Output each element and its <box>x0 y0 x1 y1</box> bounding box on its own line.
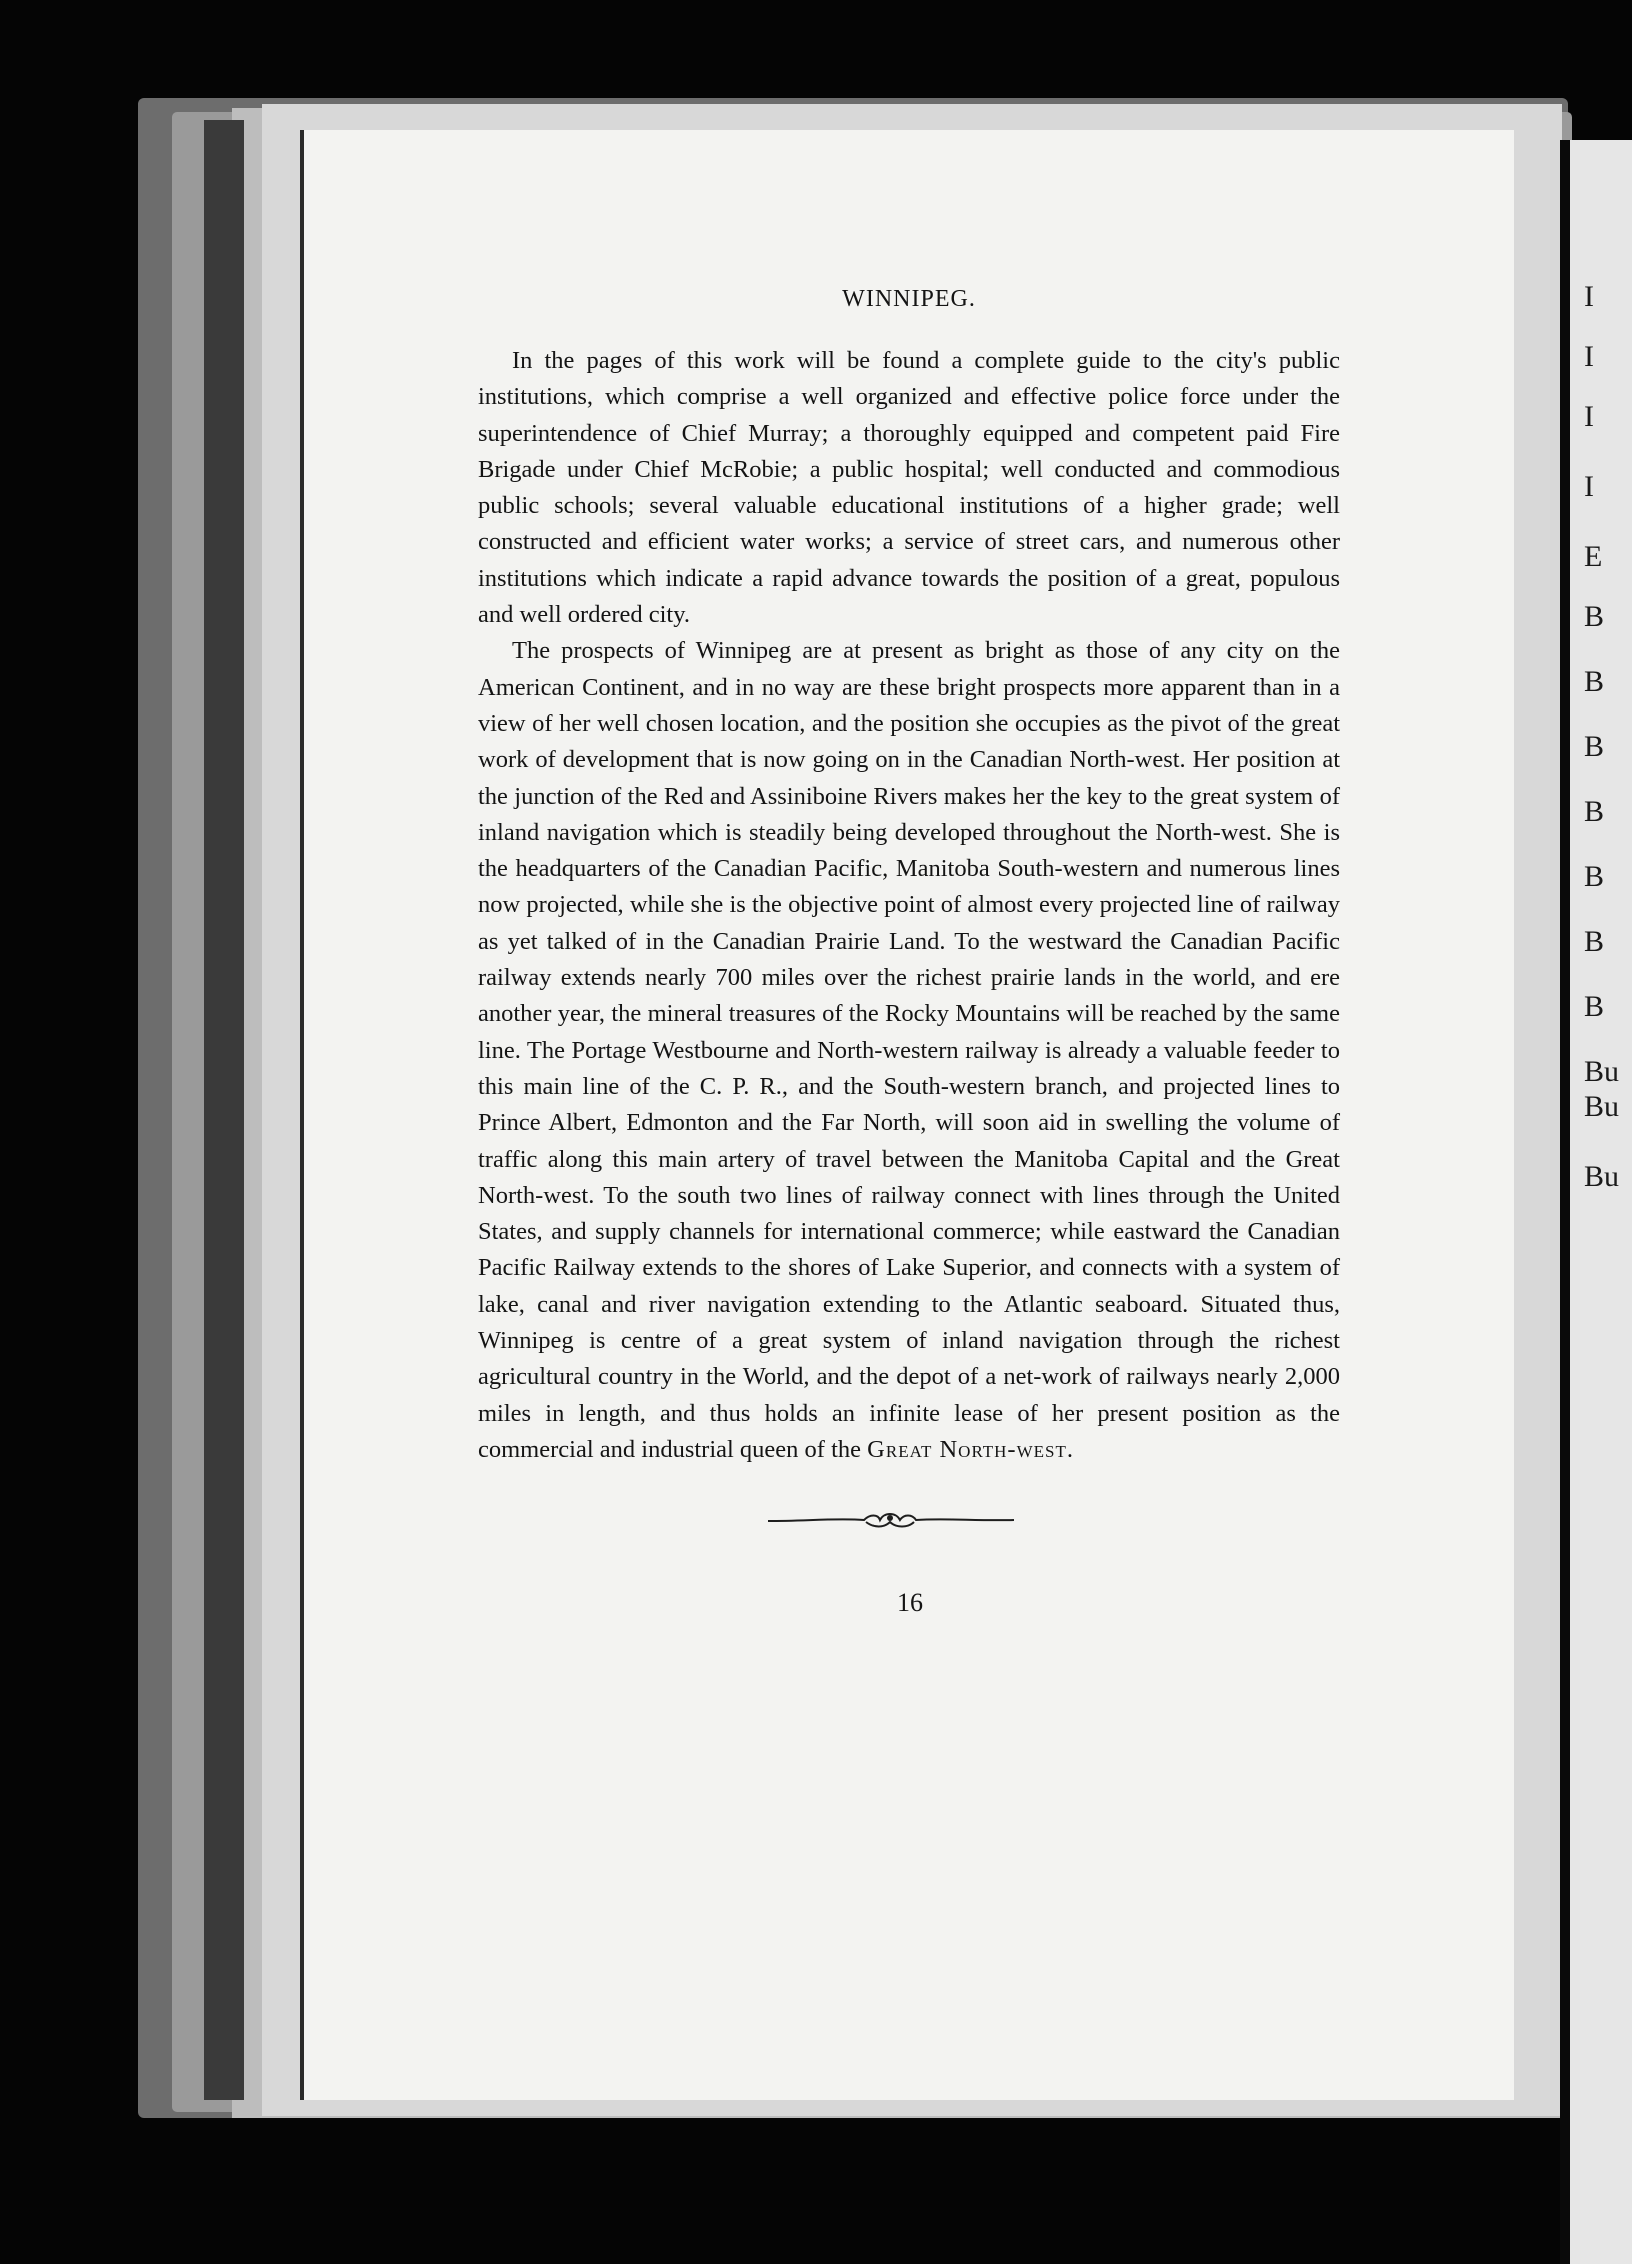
facing-page-letter: B <box>1584 600 1605 633</box>
facing-page-letter: E <box>1584 540 1603 573</box>
spine-shadow <box>204 120 244 2100</box>
facing-page-letter: I <box>1584 340 1594 373</box>
facing-page-letter: B <box>1584 990 1605 1023</box>
page-heading: WINNIPEG. <box>842 286 976 312</box>
facing-page-letter: I <box>1584 470 1594 503</box>
facing-page-letter: I <box>1584 280 1594 313</box>
page-text-block <box>478 286 1340 1468</box>
facing-page-letter: I <box>1584 400 1594 433</box>
ornament-flourish-icon <box>766 1508 1016 1532</box>
facing-page-letter: B <box>1584 925 1605 958</box>
page-number: 16 <box>897 1588 923 1617</box>
facing-page-letter: B <box>1584 730 1605 763</box>
paragraph-prospects <box>478 633 1340 1468</box>
facing-page-letter: B <box>1584 795 1605 828</box>
facing-page-letter: B <box>1584 860 1605 893</box>
facing-page-letter: Bu <box>1584 1055 1620 1088</box>
facing-page-letter: B <box>1584 665 1605 698</box>
closing-small-caps: Great North-west. <box>867 1435 1074 1463</box>
facing-page-letter: Bu <box>1584 1160 1620 1193</box>
paragraph-institutions: In the pages of this work will be found a complete guide to the city's public institutions, which comprise a well organized and effective police force under the superintendence of Chief Murray; a thoroughly equipped and competent paid Fire Brigade under Chief McRobie; a public hospital; well conducted and commodious public schools; several valuable educational institutions of a higher grade; well constructed and efficient water works; a service of street cars, and numerous other institutions which indicate a rapid advance towards the position of a great, populous and well ordered city. <box>478 347 1340 629</box>
facing-page-edge <box>1560 140 1632 2264</box>
paragraph-prospects-text: The prospects of Winnipeg are at present as bright as those of any city on the American Continent, and in no way are these bright prospects more apparent than in a view of her well chosen location, and the position she occupies as the pivot of the great work of development that is now going on in the Canadian North-west. Her position at the junction of the Red and Assiniboine Rivers makes her the key to the great system of inland navigation which is steadily being developed throughout the North-west. She is the headquarters of the Canadian Pacific, Manitoba South-western and numerous lines now projected, while she is the objective point of almost every projected line of railway as yet talked of in the Canadian Prairie Land. To the westward the Canadian Pacific railway extends nearly 700 miles over the richest prairie lands in the world, and ere another year, the mineral treasures of the Rocky Mountains will be reached by the same line. The Portage Westbourne and North-western railway is already a valuable feeder to this main line of the C. P. R., and the South-western branch, and projected lines to Prince Albert, Edmonton and the Far North, will soon aid in swelling the volume of traffic along this main artery of travel between the Manitoba Capital and the Great North-west. To the south two lines of railway connect with lines through the United States, and supply channels for international commerce; while eastward the Canadian Pacific Railway extends to the shores of Lake Superior, and connects with a system of lake, canal and river navigation extending to the Atlantic seaboard. Situated thus, Winnipeg is centre of a great system of inland navigation through the richest agricultural country in the World, and the depot of a net-work of railways nearly 2,000 miles in length, and thus holds an infinite lease of her present position as the commercial and industrial queen of the <box>478 637 1340 1463</box>
facing-page-letter: Bu <box>1584 1090 1620 1123</box>
